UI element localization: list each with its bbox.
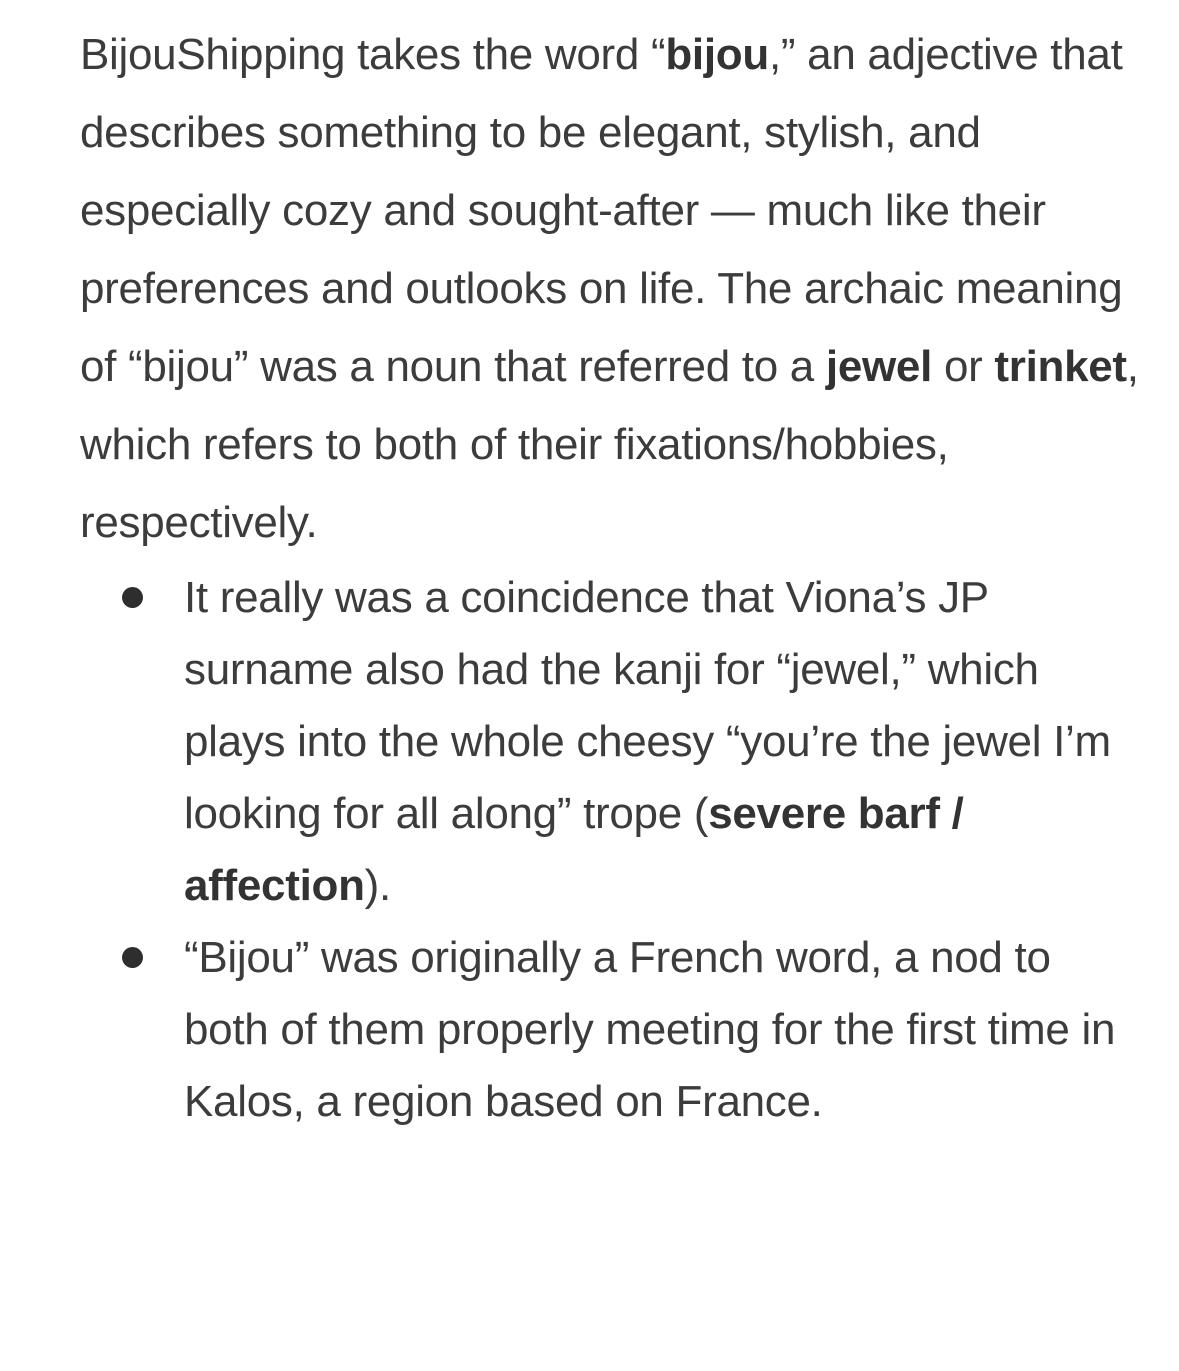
paragraph-text: or <box>932 342 995 391</box>
paragraph-text: BijouShipping takes the word “ <box>80 30 666 79</box>
list-item-text: “Bijou” was originally a French word, a nod to both of them properly meeting for the first time in Kalos, a region based on France. <box>184 933 1116 1126</box>
list-item <box>80 562 1140 922</box>
list-item-text: It really was a coincidence that Viona’s JP surname also had the kanji for “jewel,” which plays into the whole cheesy “you’re the jewel I’m looking for all along” trope ( <box>184 573 1111 838</box>
bold-phrase: severe barf / affection <box>184 789 964 910</box>
intro-paragraph <box>80 16 1140 562</box>
document-body <box>80 16 1140 1138</box>
list-item <box>80 922 1140 1138</box>
list-item-text: ). <box>364 861 391 910</box>
bullet-list <box>80 562 1140 1138</box>
bullet-dot-icon <box>122 587 143 608</box>
paragraph-text: , which refers to both of their fixations/hobbies, respectively. <box>80 342 1139 547</box>
bold-term-jewel: jewel <box>825 342 933 391</box>
bullet-dot-icon <box>122 947 143 968</box>
paragraph-text: ,” an adjective that describes something to be elegant, stylish, and especially cozy and sought-after — much like their preferences and outlooks on life. The archaic meaning of “bijou” was a noun that referred to a <box>80 30 1123 391</box>
bold-term-trinket: trinket <box>994 342 1127 391</box>
bold-term-bijou: bijou <box>665 30 769 79</box>
